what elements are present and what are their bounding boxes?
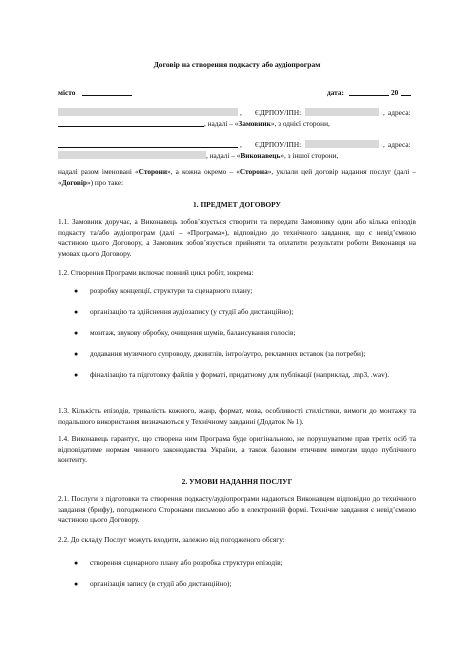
customer-address-label: адреса: bbox=[388, 108, 411, 117]
customer-name-field[interactable] bbox=[58, 108, 238, 116]
executor-edrpou-field[interactable] bbox=[305, 140, 379, 148]
document-page: Договір на створення подкасту або аудіопрограм місто дата: 20 , ЄДРПОУ/ІПН: , адреса: , надалі – «Замовник», з однієї сторони, , ЄДРПОУ/ІПН: , адреса: , надалі – «Виконавець», з іншої сторони, надалі разом іменовані «Сторони», а кожна окремо – «Сторона», уклали цей договір надання послуг (далі – «Договір») про таке: 1. ПРЕДМЕТ ДОГОВОРУ 1.1. Замовник доручає, а Виконавець зобов’язується створити та передати Замовнику один або кілька епізодів подкасту та/або аудіопрограм (далі – «Програма»), відповідно до технічного завдання, що є невід’ємною частиною цього Договору, а Замовник зобов’язується прийняти та оплатити результати роботи Виконавця на умовах цього Договору. 1.2. Створення Програми включає повний цикл робіт, зокрема: ● розробку концепції, структури та сценарного плану; ● організацію та здійснення аудіозапису (у студії або дистанційно); ● монтаж, звукову обробку, очищення шумів, балансування голосів; ● додавання музичного супроводу, джинглів, інтро/аутро, рекламних вставок (за потреби); ● фіналізацію та підготовку файлів у форматі, придатному для публікації (наприклад, .mp3, .wav). 1.3. Кількість епізодів, тривалість кожного, жанр, формат, мова, особливості стилістики, вимоги до монтажу та подальшого використання визначаються у Технічному завданні (Додаток № 1). 1.4. Виконавець гарантує, що створена ним Програма буде оригінальною, не порушуватиме прав третіх осіб та відповідатиме нормам чинного законодавства України, а також базовим етичним вимогам щодо публічного контенту. 2. УМОВИ НАДАННЯ ПОСЛУГ 2.1. Послуги з підготовки та створення подкасту/аудіопрограми надаються Виконавцем відповідно до технічного завдання (брифу), погодженого Сторонами письмово або в електронній формі. Технічне завдання є невід’ємною частиною цього Договору. 2.2. До складу Послуг можуть входити, залежно від погодженого обсягу: ● створення сценарного плану або розробка структури епізодів; ● організація запису (в студії або дистанційно); bbox=[0, 0, 474, 670]
section-1-heading: 1. ПРЕДМЕТ ДОГОВОРУ bbox=[193, 200, 281, 209]
bullet-icon: ● bbox=[74, 308, 79, 316]
bullet-icon: ● bbox=[74, 371, 79, 379]
preamble-paragraph: надалі разом іменовані «Сторони», а кожна окремо – «Сторона», уклали цей договір надання послуг (далі – «Договір») про таке: bbox=[58, 167, 417, 187]
bullet-icon: ● bbox=[74, 329, 79, 337]
bullet-icon: ● bbox=[74, 350, 79, 358]
list-item: монтаж, звукову обробку, очищення шумів, балансування голосів; bbox=[90, 328, 296, 337]
customer-edrpou-field[interactable] bbox=[305, 108, 379, 116]
list-item: створення сценарного плану або розробка структури епізодів; bbox=[90, 558, 283, 567]
list-item: розробку концепції, структури та сценарного плану; bbox=[90, 286, 253, 295]
year-prefix: 20 bbox=[391, 88, 399, 97]
customer-edrpou-label: ЄДРПОУ/ІПН: bbox=[255, 108, 302, 117]
city-field[interactable] bbox=[82, 95, 132, 96]
executor-role-text: , надалі – «Виконавець», з іншої сторони, bbox=[206, 151, 339, 160]
date-field[interactable] bbox=[349, 95, 389, 96]
section-2-heading: 2. УМОВИ НАДАННЯ ПОСЛУГ bbox=[181, 477, 293, 486]
bullet-icon: ● bbox=[74, 580, 79, 588]
executor-name-field[interactable] bbox=[58, 147, 238, 148]
executor-address-label: адреса: bbox=[388, 140, 411, 149]
customer-role-text: , надалі – «Замовник», з однієї сторони, bbox=[204, 119, 330, 128]
paragraph-2-1: 2.1. Послуги з підготовки та створення подкасту/аудіопрограми надаються Виконавцем відповідно до технічного завдання (брифу), погодженого Сторонами письмово або в електронній формі. Технічне завдання є невід’ємною частиною цього Договору. bbox=[58, 494, 416, 525]
paragraph-1-3: 1.3. Кількість епізодів, тривалість кожного, жанр, формат, мова, особливості стилістики, вимоги до монтажу та подальшого використання визначаються у Технічному завданні (Додаток № 1). bbox=[58, 406, 416, 426]
paragraph-1-1: 1.1. Замовник доручає, а Виконавець зобов’язується створити та передати Замовнику один або кілька епізодів подкасту та/або аудіопрограм (далі – «Програма»), відповідно до технічного завдання, що є невід’ємною частиною цього Договору, а Замовник зобов’язується прийняти та оплатити результати роботи Виконавця на умовах цього Договору. bbox=[58, 217, 416, 258]
list-item: організація запису (в студії або дистанційно); bbox=[90, 579, 232, 588]
bullet-icon: ● bbox=[74, 287, 79, 295]
executor-address-field[interactable] bbox=[58, 151, 206, 159]
customer-address-field[interactable] bbox=[58, 126, 204, 127]
list-item: організацію та здійснення аудіозапису (у студії або дистанційно); bbox=[90, 307, 294, 316]
list-item: додавання музичного супроводу, джинглів, інтро/аутро, рекламних вставок (за потреби); bbox=[90, 349, 366, 358]
city-label: місто bbox=[58, 88, 76, 97]
document-title: Договір на створення подкасту або аудіопрограм bbox=[153, 60, 321, 69]
bullet-icon: ● bbox=[74, 559, 79, 567]
paragraph-1-4: 1.4. Виконавець гарантує, що створена ним Програма буде оригінальною, не порушуватиме прав третіх осіб та відповідатиме нормам чинного законодавства України, а також базовим етичним вимогам щодо публічного контенту. bbox=[58, 434, 416, 465]
year-field[interactable] bbox=[401, 95, 411, 96]
paragraph-2-2: 2.2. До складу Послуг можуть входити, залежно від погодженого обсягу: bbox=[58, 535, 285, 544]
executor-edrpou-label: ЄДРПОУ/ІПН: bbox=[255, 140, 302, 149]
paragraph-1-2: 1.2. Створення Програми включає повний цикл робіт, зокрема: bbox=[58, 268, 254, 277]
list-item: фіналізацію та підготовку файлів у форматі, придатному для публікації (наприклад, .mp3, .wav). bbox=[90, 370, 390, 379]
date-label: дата: bbox=[327, 88, 344, 97]
